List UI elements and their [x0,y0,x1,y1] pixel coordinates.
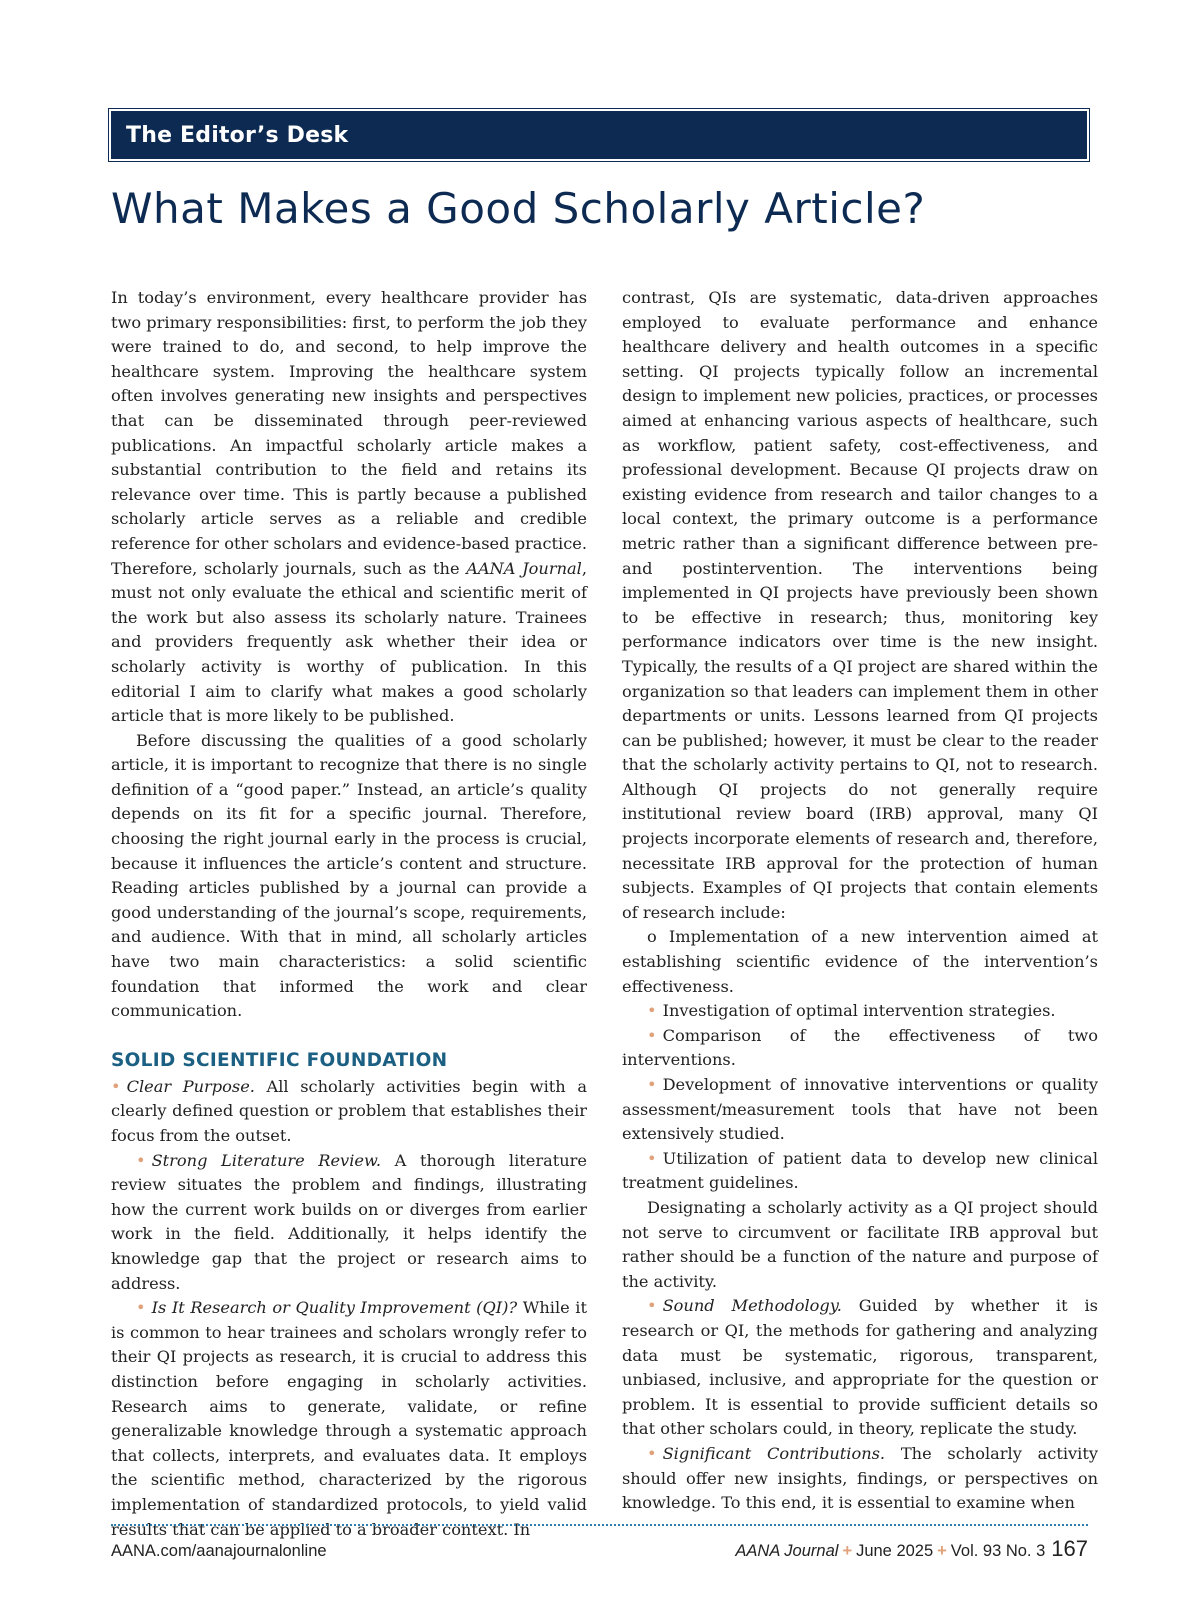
footer-url[interactable]: AANA.com/aanajournalonline [111,1542,327,1560]
footer-journal: AANA Journal [735,1542,839,1560]
bullet-icon: • [136,1298,146,1318]
right-column [622,286,1098,1516]
bullet-text: All scholarly activities begin with a clearly defined question or problem that establishes their focus from the outset. [111,1076,587,1145]
list-item-text: Investigation of optimal intervention strategies. [662,1001,1056,1021]
intro-text-b: , must not only evaluate the ethical and scientific merit of the work but also assess its scholarly nature. Trainees and providers frequently ask whether their idea or scholarly activity is worthy of publication. In this editorial I aim to clarify what makes a good scholarly article that is more likely to be published. [111,558,587,726]
footer-date: June 2025 [856,1542,934,1560]
qi-paragraph: contrast, QIs are systematic, data-driven approaches employed to evaluate performance and enhance healthcare delivery and health outcomes in a specific setting. QI projects typically follow an incremental design to implement new policies, practices, or processes aimed at enhancing various aspects of healthcare, such as workflow, patient safety, cost-effectiveness, and professional development. Because QI projects draw on existing evidence from research and tailor changes to a local context, the primary outcome is a performance metric rather than a significant difference between pre- and postintervention. The interventions being implemented in QI projects have previously been shown to be effective in research; thus, monitoring key performance indicators over time is the new insight. Typically, the results of a QI project are shared within the organization so that leaders can implement them in other departments or units. Lessons learned from QI projects can be published; however, it must be clear to the reader that the scholarly activity pertains to QI, not to research. Although QI projects do not generally require institutional review board (IRB) approval, many QI projects incorporate elements of research and, therefore, necessitate IRB approval for the protection of human subjects. Examples of QI projects that contain elements of research include: [622,288,1098,922]
bullet-clear-purpose [111,1075,587,1149]
page-number: 167 [1051,1536,1088,1561]
bullet-icon: • [111,1076,121,1096]
bullet-text: While it is common to hear trainees and scholars wrongly refer to their QI projects as research, it is crucial to address this distinction before engaging in scholarly activities. Research aims to generate, validate, or refine generalizable knowledge through a systematic approach that collects, interprets, and evaluates data. It employs the scientific method, characterized by the rigorous implementation of standardized protocols, to yield valid results that can be applied to a broader context. In [111,1298,587,1539]
article-title: What Makes a Good Scholarly Article? [111,184,926,233]
list-item [622,1147,1098,1196]
footer-volume: Vol. 93 No. 3 [950,1542,1046,1560]
bullet-research-or-qi [111,1296,587,1542]
designation-paragraph: Designating a scholarly activity as a QI project should not serve to circumvent or facilitate IRB approval but rather should be a function of the nature and purpose of the activity. [622,1197,1098,1291]
bullet-text: Guided by whether it is research or QI, the methods for gathering and analyzing data must be systematic, rigorous, transparent, unbiased, inclusive, and appropriate for the question or problem. It is essential to provide sufficient details so that other scholars could, in theory, replicate the study. [622,1296,1098,1439]
section-banner-label: The Editor’s Desk [126,122,349,148]
intro-paragraph [111,286,587,729]
footer-citation [735,1536,1088,1562]
bullet-literature-review [111,1149,587,1297]
bullet-icon: • [647,1075,657,1094]
context-paragraph: Before discussing the qualities of a good scholarly article, it is important to recognize that there is no single definition of a “good paper.” Instead, an article’s quality depends on its fit for a specific journal. Therefore, choosing the right journal early in the process is crucial, because it influences the article’s content and structure. Reading articles published by a journal can provide a good understanding of the journal’s scope, requirements, and audience. With that in mind, all scholarly articles have two main characteristics: a solid scientific foundation that informed the work and clear communication. [111,730,587,1021]
list-item [622,1073,1098,1147]
list-item-text: Utilization of patient data to develop new clinical treatment guidelines. [622,1148,1098,1193]
bullet-lead: Significant Contributions. [662,1443,886,1463]
bullet-icon: • [136,1150,146,1170]
bullet-lead: Is It Research or Quality Improvement (QI)? [151,1298,518,1318]
bullet-lead: Clear Purpose. [126,1076,255,1096]
journal-name: AANA Journal [466,558,582,578]
plus-separator-icon: + [842,1542,853,1560]
footer-divider [111,1524,1088,1526]
list-item-first: o Implementation of a new intervention aimed at establishing scientific evidence of the intervention’s effectiveness. [622,927,1098,996]
section-heading: SOLID SCIENTIFIC FOUNDATION [111,1049,448,1071]
bullet-icon: • [647,1025,657,1045]
bullet-significant-contributions [622,1442,1098,1516]
bullet-text: The scholarly activity should offer new insights, findings, or perspectives on knowledge. To this end, it is essential to examine when [622,1443,1098,1513]
plus-separator-icon: + [937,1542,947,1560]
list-item [622,1024,1098,1073]
bullet-lead: Sound Methodology. [662,1296,842,1316]
list-item-text: Development of innovative interventions or quality assessment/measurement tools that have not been extensively studied. [622,1075,1098,1144]
bullet-icon: • [647,1148,657,1168]
bullet-lead: Strong Literature Review. [151,1150,382,1170]
left-column [111,286,587,1542]
bullet-text: A thorough literature review situates the problem and findings, illustrating how the current work builds on or diverges from earlier work in the field. Additionally, it helps identify the knowledge gap that the project or research aims to address. [111,1150,588,1293]
bullet-icon: • [647,1443,657,1463]
intro-text-a: In today’s environment, every healthcare provider has two primary responsibilities: first, to perform the job they were trained to do, and second, to help improve the healthcare system. Improving the healthcare system often involves generating new insights and perspectives that can be disseminated through peer-reviewed publications. An impactful scholarly article makes a substantial contribution to the field and retains its relevance over time. This is partly because a published scholarly article serves as a reliable and credible reference for other scholars and evidence-based practice. Therefore, scholarly journals, such as the [111,288,587,578]
bullet-sound-methodology [622,1294,1098,1442]
list-item [622,999,1098,1024]
bullet-icon: • [647,1296,657,1316]
list-item-text: Comparison of the effectiveness of two interventions. [622,1025,1098,1070]
section-banner [111,111,1087,159]
bullet-icon: • [647,1001,657,1021]
